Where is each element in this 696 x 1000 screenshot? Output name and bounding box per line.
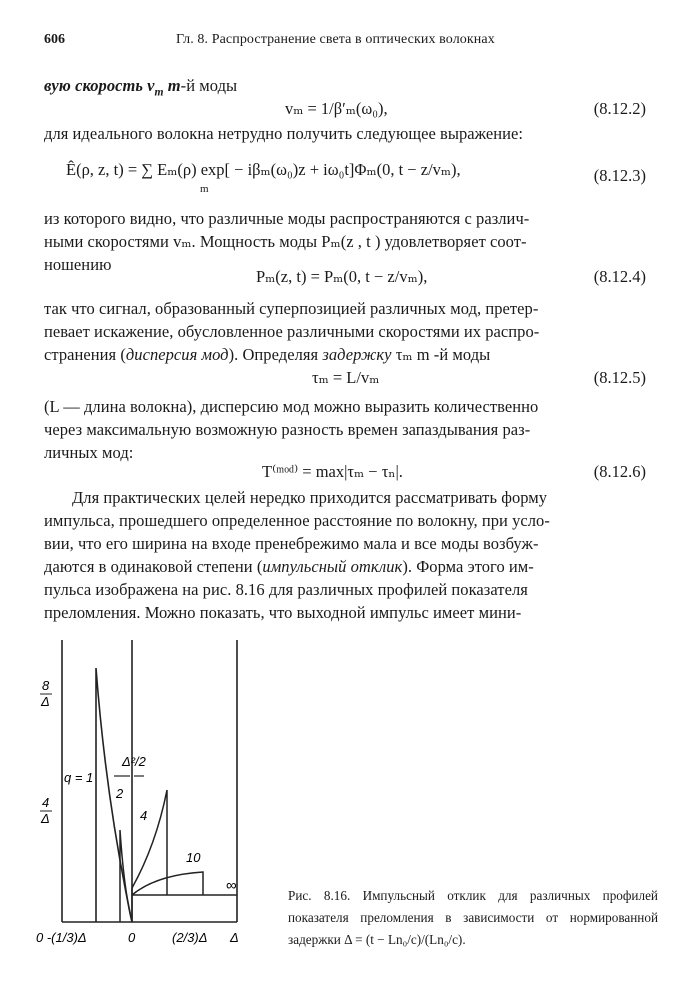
- text-line-2: для идеального волокна нетрудно получить следующее выражение:: [44, 124, 524, 143]
- text-line-1: вую скорость $v_m$ m-й моды: [44, 76, 238, 99]
- equation-8-12-5: τₘ = L/vₘ: [312, 368, 380, 387]
- label-q2: 2: [116, 786, 124, 801]
- text-line-8: странения (дисперсия мод). Определяя задержку τₘ m -й моды: [44, 345, 491, 364]
- paragraph-line-6: преломления. Можно показать, что выходной импульс имеет мини-: [44, 603, 522, 622]
- chapter-title: Гл. 8. Распространение света в оптических волокнах: [176, 32, 495, 47]
- figure-caption: Рис. 8.16. Импульсный отклик для различных профилей показателя преломления в зависимости от нормированной задержки Δ = (t − Ln₀/c)/(Ln₀/c).: [288, 888, 658, 947]
- curve-q2: [120, 830, 132, 922]
- equation-number: (8.12.6): [593, 462, 646, 481]
- text-line-10: через максимальную возможную разность времен запаздывания раз-: [44, 420, 531, 439]
- y-label-mid-num: 4: [42, 795, 50, 810]
- paragraph-line-2: импульса, прошедшего определенное расстояние по волокну, при усло-: [44, 511, 550, 530]
- label-infinity: ∞: [226, 877, 237, 894]
- x-tick-two-thirds: (2/3)Δ: [172, 930, 208, 945]
- y-label-top-den: Δ: [41, 694, 50, 709]
- text-line-11: личных мод:: [44, 443, 134, 462]
- text-line-5: ношению: [44, 255, 112, 274]
- x-tick-delta: Δ: [230, 930, 239, 945]
- text-line-7: певает искажение, обусловленное различными скоростями их распро-: [44, 322, 540, 341]
- equation-number: (8.12.5): [593, 368, 646, 387]
- equation-8-12-4: Pₘ(z, t) = Pₘ(0, t − z/vₘ),: [256, 267, 428, 286]
- text-line-4: ными скоростями vₘ. Мощность моды Pₘ(z , t ) удовлетворяет соот-: [44, 232, 527, 251]
- impulse-response-figure: [36, 640, 272, 950]
- y-label-top-num: 8: [42, 678, 50, 693]
- paragraph-line-1: Для практических целей нередко приходится рассматривать форму: [72, 488, 548, 507]
- y-label-mid-den: Δ: [41, 811, 50, 826]
- sum-index: m: [200, 183, 209, 195]
- equation-number: (8.12.3): [593, 166, 646, 185]
- paragraph-line-5: пульса изображена на рис. 8.16 для различных профилей показателя: [44, 580, 528, 599]
- equation-number: (8.12.4): [593, 267, 646, 286]
- equation-number: (8.12.2): [593, 99, 646, 118]
- label-q4: 4: [140, 808, 148, 823]
- label-q1: q = 1: [64, 770, 94, 785]
- text-line-3: из которого видно, что различные моды распространяются с различ-: [44, 209, 530, 228]
- equation-8-12-6: T⁽ᵐᵒᵈ⁾ = max|τₘ − τₙ|.: [262, 462, 403, 481]
- equation-8-12-3: Ê(ρ, z, t) = ∑ Eₘ(ρ) exp[ − iβₘ(ω₀)z + iω₀t]Φₘ(0, t − z/vₘ),: [66, 160, 461, 179]
- paragraph-line-4: даются в одинаковой степени (импульсный отклик). Форма этого им-: [44, 557, 534, 576]
- label-width: Δ²/2: [122, 754, 146, 769]
- equation-8-12-2: vₘ = 1/β′ₘ(ω₀),: [285, 99, 388, 118]
- curve-q1: [96, 668, 132, 922]
- paragraph-line-3: вии, что его ширина на входе пренебрежимо мала и все моды возбуж-: [44, 534, 539, 553]
- text-line-9: (L — длина волокна), дисперсию мод можно выразить количественно: [44, 397, 539, 416]
- curve-q4: [132, 790, 167, 922]
- text-line-6: так что сигнал, образованный суперпозицией различных мод, претер-: [44, 299, 539, 318]
- x-tick-neg-third: 0 -(1/3)Δ: [36, 930, 87, 945]
- page-number: 606: [44, 32, 65, 47]
- label-q10: 10: [186, 850, 201, 865]
- x-tick-zero: 0: [128, 930, 136, 945]
